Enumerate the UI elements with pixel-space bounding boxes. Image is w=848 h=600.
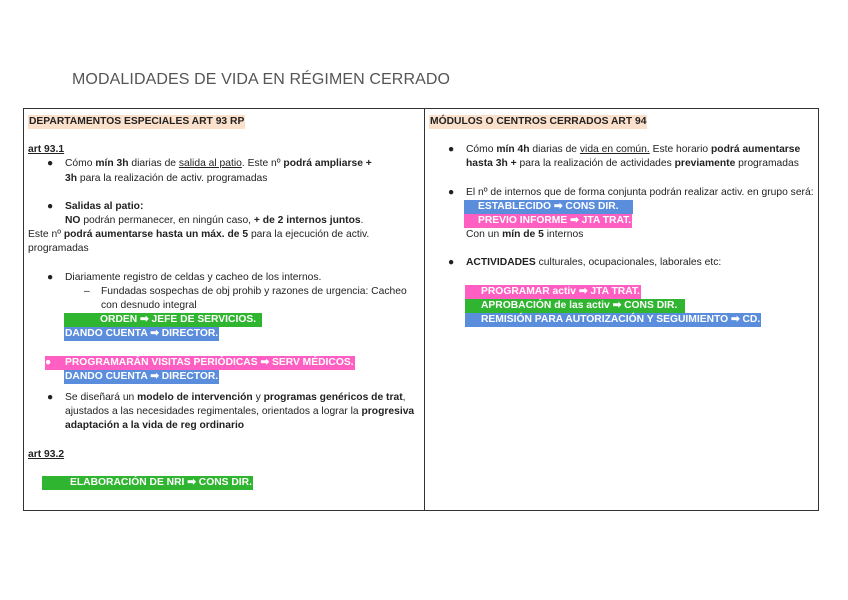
highlight-orden: ORDEN ➡ JEFE DE SERVICIOS. xyxy=(64,313,262,327)
bullet-registro: ● Diariamente registro de celdas y cacheo de los internos. xyxy=(28,271,420,285)
bullet-icon: ● xyxy=(47,271,54,283)
art-93-2-heading: art 93.2 xyxy=(28,448,65,460)
bullet-icon: ● xyxy=(47,158,54,170)
bullet-actividades: ● ACTIVIDADES culturales, ocupacionales, laborales etc: xyxy=(429,256,814,270)
page-title: MODALIDADES DE VIDA EN RÉGIMEN CERRADO xyxy=(72,71,451,88)
highlight-remision: REMISIÓN PARA AUTORIZACIÓN Y SEGUIMIENTO ➡ CD. xyxy=(465,313,761,327)
paragraph-min-internos: Con un mín de 5 internos xyxy=(466,229,584,241)
highlight-elaboracion-nri: ELABORACIÓN DE NRI ➡ CONS DIR. xyxy=(42,476,253,490)
bullet-icon: ● xyxy=(448,257,455,269)
highlight-dando-cuenta-1: DANDO CUENTA ➡ DIRECTOR. xyxy=(65,328,219,340)
right-column xyxy=(429,115,814,327)
bullet-visitas xyxy=(28,356,420,370)
left-column xyxy=(28,115,420,490)
art-93-1-heading: art 93.1 xyxy=(28,144,65,156)
bullet-icon: ● xyxy=(47,392,54,404)
highlight-programaran-visitas: PROGRAMARÁN VISITAS PERIÓDICAS ➡ SERV MÉDICOS. xyxy=(65,356,354,368)
salidas-detail: NO podrán permanecer, en ningún caso, + de 2 internos juntos. xyxy=(65,215,364,227)
highlight-establecido: ESTABLECIDO ➡ CONS DIR. xyxy=(464,200,633,214)
column-divider xyxy=(424,109,425,510)
highlight-programar-activ: PROGRAMAR activ ➡ JTA TRAT. xyxy=(465,285,641,299)
sub-item-cacheo: – Fundadas sospechas de obj prohib y razones de urgencia: Cacheo con desnudo integral xyxy=(84,285,407,312)
bullet-icon: ● xyxy=(448,144,455,156)
content-table xyxy=(23,108,819,511)
bullet-numero-internos: ● El nº de internos que de forma conjunta podrán realizar activ. en grupo será: xyxy=(429,186,814,200)
highlight-previo-informe: PREVIO INFORME ➡ JTA TRAT. xyxy=(464,214,632,228)
bullet-icon: ● xyxy=(47,200,54,212)
bullet-vida-en-comun: ● Cómo mín 4h diarias de vida en común. Este horario podrá aumentarse hasta 3h + para la realización de actividades previamente programadas xyxy=(448,144,801,170)
dash-icon: – xyxy=(84,285,90,297)
paragraph-ampliacion: Este nº podrá aumentarse hasta un máx. de 5 para la ejecución de activ. programadas xyxy=(28,229,370,255)
bullet-salidas-al-patio: ● Salidas al patio: xyxy=(28,200,420,214)
highlight-dando-cuenta-2: DANDO CUENTA ➡ DIRECTOR. xyxy=(65,370,219,382)
right-header: MÓDULOS O CENTROS CERRADOS ART 94 xyxy=(429,115,647,129)
bullet-modelo-intervencion: ● Se diseñará un modelo de intervención y programas genéricos de trat, ajustados a las necesidades regimentales, orientados a lograr la progresiva adaptación a la vida de reg ordinario xyxy=(47,392,415,432)
bullet-icon: ● xyxy=(448,186,455,198)
bullet-salida-patio: ● Cómo mín 3h diarias de salida al patio. Este nº podrá ampliarse + 3h para la realización de activ. programadas xyxy=(47,158,372,184)
highlight-aprobacion: APROBACIÓN de las activ ➡ CONS DIR. xyxy=(465,299,685,313)
left-header: DEPARTAMENTOS ESPECIALES ART 93 RP xyxy=(28,115,245,129)
bullet-icon: ● xyxy=(45,356,64,370)
